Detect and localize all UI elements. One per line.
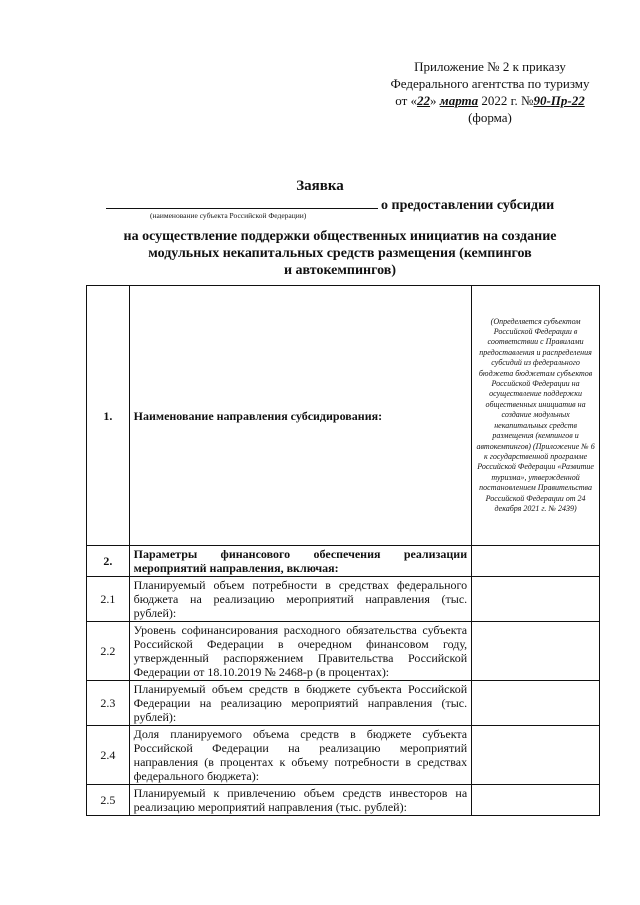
page-title: Заявка: [296, 178, 344, 194]
table-row: [87, 681, 600, 726]
appendix-line: Приложение № 2 к приказу: [414, 59, 566, 74]
table-row: [87, 577, 600, 622]
subject-caption: (наименование субъекта Российской Федерации): [150, 211, 307, 220]
value-cell[interactable]: [472, 785, 600, 816]
row-label: Уровень софинансирования расходного обязательства субъекта Российской Федерации в очередном финансовом году, утвержденный распоряжением Правительства Российской Федерации от 18.10.2019 № 2468-р (в процентах):: [129, 622, 472, 681]
order-date-line: от «22» марта 2022 г. №90-Пр-22: [395, 93, 585, 108]
request-heading: на осуществление поддержки общественных инициатив на создание модульных некапитальных средств размещения (кемпингов и автокемпингов): [123, 229, 557, 278]
value-cell[interactable]: [472, 726, 600, 785]
row-note: [472, 286, 600, 546]
handwritten-day: 22: [417, 93, 431, 108]
order-reference: [360, 58, 620, 126]
table-row: [87, 546, 600, 577]
row-label: Параметры финансового обеспечения реализации мероприятий направления, включая:: [129, 546, 472, 577]
agency-line: Федерального агентства по туризму: [390, 76, 590, 91]
subject-name-blank-line: [106, 208, 378, 209]
row-number: 2.: [87, 546, 130, 577]
table-row: [87, 726, 600, 785]
value-cell[interactable]: [472, 577, 600, 622]
row-number: 2.1: [87, 577, 130, 622]
row-number: 2.5: [87, 785, 130, 816]
row-number: 2.2: [87, 622, 130, 681]
row-label: Планируемый объем потребности в средствах федерального бюджета на реализацию мероприятий направления (тыс. рублей):: [129, 577, 472, 622]
row-number: 1.: [87, 286, 130, 546]
subsidy-title: о предоставлении субсидии: [381, 198, 555, 213]
row-number: 2.3: [87, 681, 130, 726]
row-label: Планируемый объем средств в бюджете субъекта Российской Федерации на реализацию мероприятий направления (тыс. рублей):: [129, 681, 472, 726]
value-cell[interactable]: [472, 681, 600, 726]
row-label: Наименование направления субсидирования:: [129, 286, 472, 546]
row-label: Доля планируемого объема средств в бюджете субъекта Российской Федерации на реализацию мероприятий направления (в процентах к объему потребности в средствах федерального бюджета):: [129, 726, 472, 785]
table-row: [87, 622, 600, 681]
handwritten-month: марта: [439, 93, 479, 108]
row-label: Планируемый к привлечению объем средств инвесторов на реализацию мероприятий направления (тыс. рублей):: [129, 785, 472, 816]
value-cell[interactable]: [472, 546, 600, 577]
handwritten-order-number: 90-Пр-22: [533, 93, 585, 108]
table-row: [87, 286, 600, 546]
application-table: [86, 285, 600, 816]
form-label: (форма): [468, 110, 512, 125]
value-cell[interactable]: [472, 622, 600, 681]
note-text: (Определяется субъектом Российской Федерации в соответствии с Правилами предоставления и распределения субсидий из федерального бюджета бюджетам субъектов Российской Федерации на осуществление поддержки общественных инициатив на создание модульных некапитальных средств размещения (кемпингов и автокемпингов) (Приложение № 6 к государственной программе Российской Федерации «Развитие туризма», утвержденной постановлением Правительства Российской Федерации от 24 декабря 2021 г. № 2439): [476, 316, 595, 513]
row-number: 2.4: [87, 726, 130, 785]
table-row: [87, 785, 600, 816]
